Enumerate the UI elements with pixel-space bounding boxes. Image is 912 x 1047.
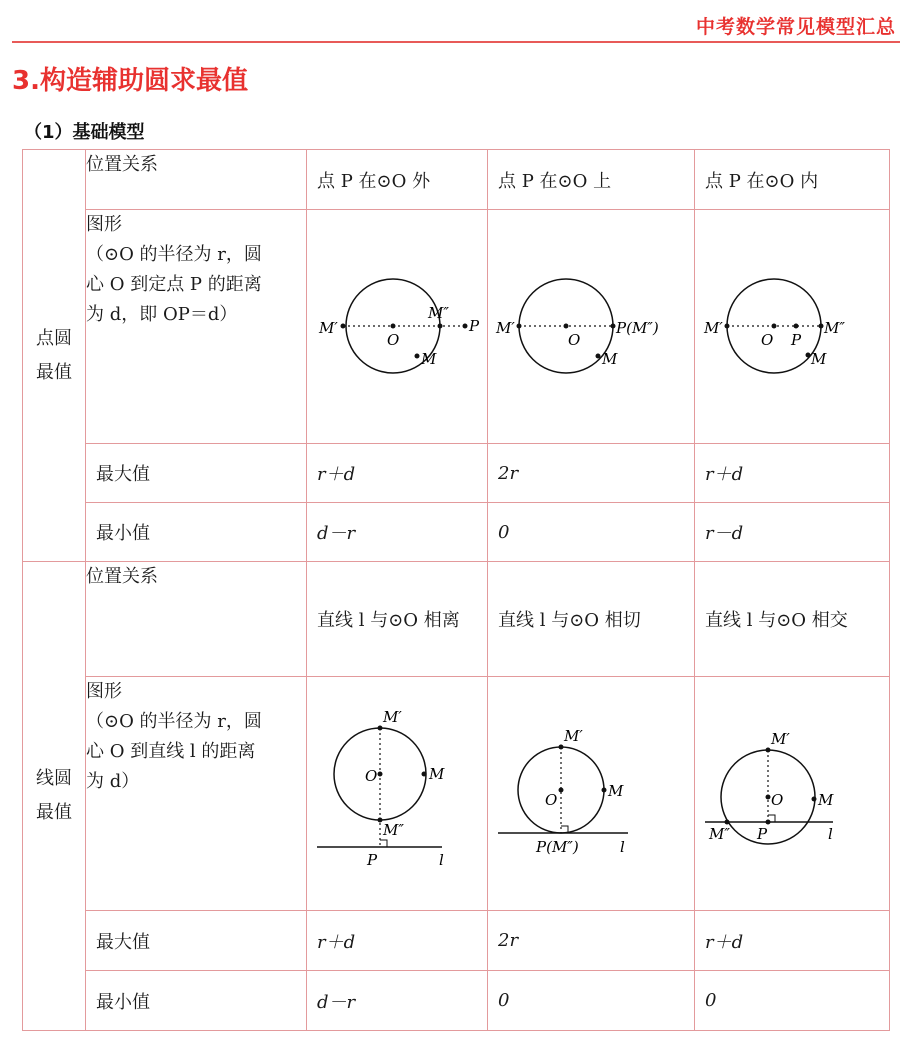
figure-point-outside (307, 210, 487, 438)
max-value-cell: 2r (488, 444, 695, 503)
table-row (23, 444, 890, 503)
position-cell: 直线 l 与⊙O 相切 (488, 562, 695, 677)
table-row (23, 150, 890, 210)
label-m-double: M″ (383, 821, 404, 839)
label-m-prime: M′ (564, 727, 583, 745)
figure-cell (307, 677, 488, 911)
table-row (23, 503, 890, 562)
figure-desc-line: （⊙O 的半径为 r，圆 (86, 244, 262, 265)
row-label-min: 最小值 (86, 503, 307, 562)
row-label-position: 位置关系 (86, 150, 307, 210)
category-point-circle (23, 150, 86, 562)
label-m-double: M″ (709, 825, 730, 843)
label-m-prime: M′ (383, 708, 402, 726)
max-value-cell: r＋d (695, 911, 890, 971)
figure-line-intersect (695, 677, 889, 905)
table-row (23, 210, 890, 444)
label-l: l (620, 838, 625, 856)
label-o: O (568, 331, 581, 349)
figure-point-inside (695, 210, 889, 438)
label-p: P(M″) (536, 838, 579, 856)
position-cell: 直线 l 与⊙O 相离 (307, 562, 488, 677)
category-line: 最值 (36, 361, 72, 383)
figure-label: 图形 (86, 681, 122, 702)
row-label-figure (86, 677, 307, 911)
label-l: l (439, 851, 444, 869)
max-value-cell: r＋d (695, 444, 890, 503)
label-p: P (469, 317, 480, 335)
label-m: M (602, 350, 618, 368)
row-label-max: 最大值 (86, 444, 307, 503)
label-o: O (761, 331, 774, 349)
category-line: 点圆 (36, 327, 72, 349)
label-o: O (387, 331, 400, 349)
label-o: O (545, 791, 558, 809)
label-m-prime: M′ (771, 730, 790, 748)
row-label-max: 最大值 (86, 911, 307, 971)
label-m-prime: M′ (704, 319, 723, 337)
label-m: M (421, 350, 437, 368)
figure-point-on (488, 210, 694, 438)
figure-cell (488, 210, 695, 444)
min-value-cell: d－r (307, 503, 488, 562)
max-value-cell: 2r (488, 911, 695, 971)
model-table (22, 149, 890, 1031)
figure-line-tangent (488, 677, 694, 905)
figure-cell (307, 210, 488, 444)
label-p: P (757, 825, 768, 843)
label-p: P (367, 851, 378, 869)
table-row (23, 911, 890, 971)
header-title: 中考数学常见模型汇总 (695, 16, 896, 38)
row-label-figure (86, 210, 307, 444)
position-cell: 点 P 在⊙O 上 (488, 150, 695, 210)
max-value-cell: r＋d (307, 911, 488, 971)
figure-desc-line: 为 d，即 OP＝d） (86, 304, 238, 325)
category-line: 最值 (36, 802, 72, 823)
figure-line-separate (307, 677, 487, 905)
category-line-circle (23, 562, 86, 1031)
figure-cell (488, 677, 695, 911)
label-m: M (818, 791, 834, 809)
label-m: M (429, 765, 445, 783)
min-value-cell: r－d (695, 503, 890, 562)
max-value-cell: r＋d (307, 444, 488, 503)
figure-cell (695, 210, 890, 444)
label-m-double: M″ (428, 304, 449, 322)
figure-desc-line: 心 O 到定点 P 的距离 (86, 274, 262, 295)
figure-cell (695, 677, 890, 911)
table-row (23, 971, 890, 1031)
row-label-position: 位置关系 (86, 562, 307, 677)
category-line: 线圆 (36, 768, 72, 789)
label-l: l (828, 825, 833, 843)
min-value-cell: 0 (488, 971, 695, 1031)
label-m-prime: M′ (319, 319, 338, 337)
label-m: M (608, 782, 624, 800)
position-cell: 点 P 在⊙O 内 (695, 150, 890, 210)
table-row (23, 562, 890, 677)
figure-desc-line: 为 d） (86, 771, 140, 792)
label-o: O (365, 767, 378, 785)
position-cell: 点 P 在⊙O 外 (307, 150, 488, 210)
label-p: P (791, 331, 802, 349)
figure-desc-line: （⊙O 的半径为 r，圆 (86, 711, 262, 732)
row-label-min: 最小值 (86, 971, 307, 1031)
min-value-cell: 0 (695, 971, 890, 1031)
min-value-cell: d－r (307, 971, 488, 1031)
header-divider (12, 41, 900, 43)
figure-label: 图形 (86, 214, 122, 235)
label-m: M (811, 350, 827, 368)
label-m-prime: M′ (496, 319, 515, 337)
min-value-cell: 0 (488, 503, 695, 562)
label-o: O (771, 791, 784, 809)
label-m-double: M″ (824, 319, 845, 337)
label-p: P(M″) (616, 319, 659, 337)
subsection-title: （1）基础模型 (24, 122, 145, 143)
figure-desc-line: 心 O 到直线 l 的距离 (86, 741, 256, 762)
table-row (23, 677, 890, 911)
section-title: 3.构造辅助圆求最值 (12, 66, 248, 96)
position-cell: 直线 l 与⊙O 相交 (695, 562, 890, 677)
